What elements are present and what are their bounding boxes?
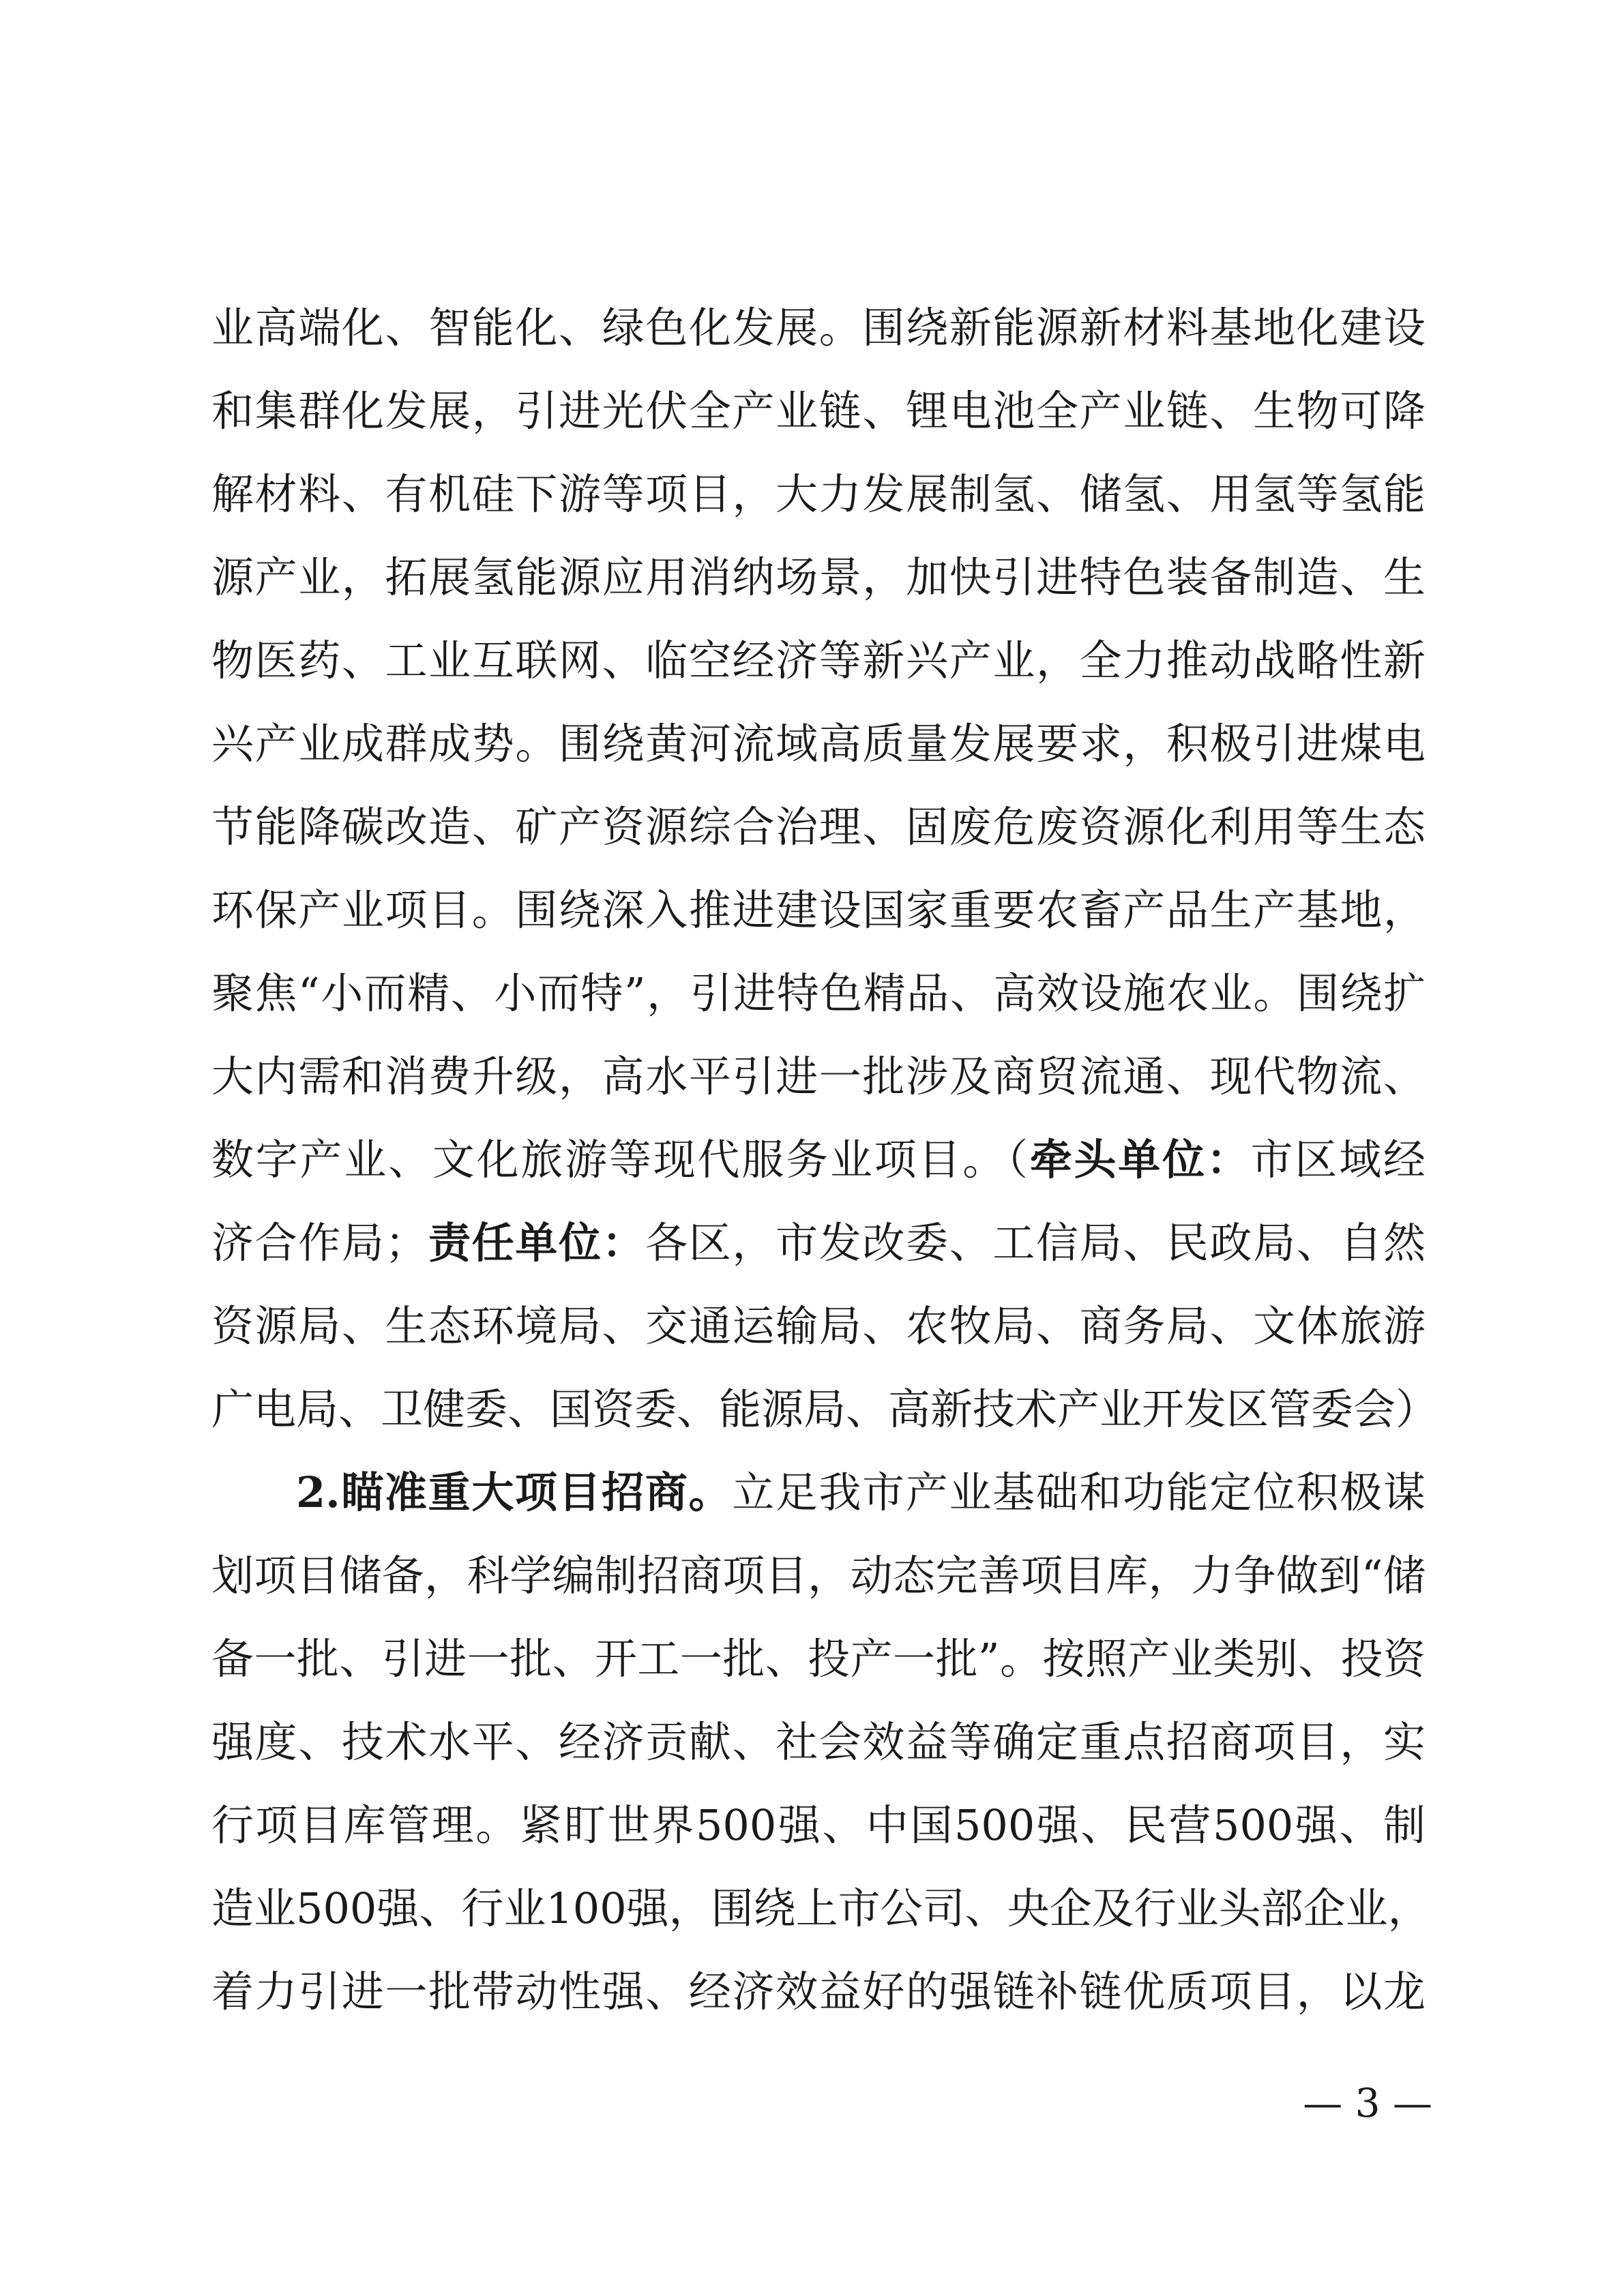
text-line: 造业500强、行业100强，围绕上市公司、央企及行业头部企业，: [211, 1883, 1430, 1933]
page-number: — 3 —: [1303, 2080, 1432, 2126]
responsible-unit-label: 责任单位：: [427, 1218, 646, 1268]
text-line: 行项目库管理。紧盯世界500强、中国500强、民营500强、制: [211, 1800, 1426, 1850]
text-fragment: 济合作局；: [211, 1218, 428, 1268]
document-body: [211, 286, 1438, 2033]
text-line: [211, 1451, 1426, 1534]
text-line: 业高端化、智能化、绿色化发展。围绕新能源新材料基地化建设: [211, 303, 1426, 353]
text-line: 源产业，拓展氢能源应用消纳场景，加快引进特色装备制造、生: [211, 552, 1426, 602]
text-line: [211, 1202, 1426, 1285]
text-line: 兴产业成群成势。围绕黄河流域高质量发展要求，积极引进煤电: [211, 719, 1426, 769]
text-line: 解材料、有机硅下游等项目，大力发展制氢、储氢、用氢等氢能: [211, 469, 1426, 519]
lead-unit-label: 牵头单位：: [1029, 1135, 1251, 1184]
paragraph-1: [211, 286, 1438, 1451]
text-line: 物医药、工业互联网、临空经济等新兴产业，全力推动战略性新: [211, 636, 1426, 685]
text-line: 划项目储备，科学编制招商项目，动态完善项目库，力争做到“储: [211, 1551, 1426, 1600]
paragraph-2: [211, 1451, 1430, 2033]
text-line: 广电局、卫健委、国资委、能源局、高新技术产业开发区管委会）: [211, 1384, 1438, 1434]
text-fragment: 数字产业、文化旅游等现代服务业项目。（: [211, 1135, 1030, 1184]
text-line: 聚焦“小而精、小而特”，引进特色精品、高效设施农业。围绕扩: [211, 968, 1426, 1018]
text-line: 着力引进一批带动性强、经济效益好的强链补链优质项目，以龙: [211, 1967, 1426, 2016]
text-line: 环保产业项目。围绕深入推进建设国家重要农畜产品生产基地，: [211, 885, 1426, 935]
text-line: 大内需和消费升级，高水平引进一批涉及商贸流通、现代物流、: [211, 1052, 1426, 1101]
text-line: [211, 1118, 1426, 1202]
text-fragment: 立足我市产业基础和功能定位积极谋: [732, 1467, 1426, 1517]
text-line: 备一批、引进一批、开工一批、投产一批”。按照产业类别、投资: [211, 1634, 1426, 1684]
text-line: 资源局、生态环境局、交通运输局、农牧局、商务局、文体旅游: [211, 1301, 1426, 1351]
text-line: 和集群化发展，引进光伏全产业链、锂电池全产业链、生物可降: [211, 386, 1426, 436]
responsible-unit-value: 各区，市发改委、工信局、民政局、自然: [645, 1218, 1426, 1268]
text-line: 节能降碳改造、矿产资源综合治理、固废危废资源化利用等生态: [211, 802, 1426, 852]
lead-unit-value: 市区域经: [1250, 1135, 1426, 1184]
section-heading: 2.瞄准重大项目招商。: [296, 1467, 733, 1517]
text-line: 强度、技术水平、经济贡献、社会效益等确定重点招商项目，实: [211, 1717, 1426, 1767]
